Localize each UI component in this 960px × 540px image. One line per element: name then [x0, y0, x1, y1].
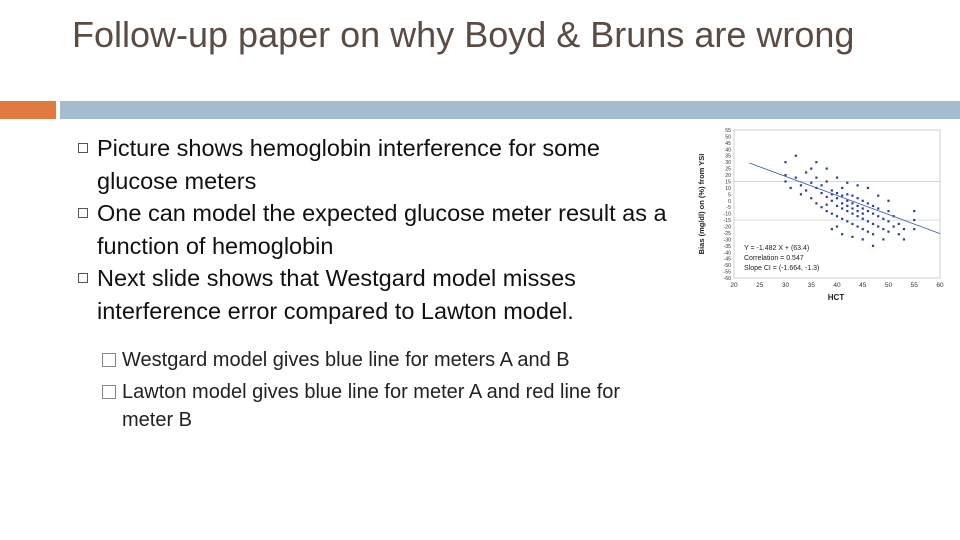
- sub-bullet-text: Westgard model gives blue line for meters A and B: [122, 349, 570, 371]
- data-point: [857, 205, 859, 207]
- x-tick-label: 55: [910, 282, 918, 289]
- x-tick-label: 30: [781, 282, 790, 289]
- data-point: [846, 182, 848, 184]
- data-point: [836, 192, 838, 194]
- bullet-text: One can model the expected glucose meter result as a function of hemoglobin: [97, 200, 667, 259]
- data-point: [867, 231, 869, 233]
- x-axis-label: HCT: [827, 293, 845, 302]
- data-point: [857, 215, 859, 217]
- data-point: [841, 187, 843, 189]
- y-tick-label: 0: [728, 198, 731, 205]
- regression-equation-label: Y = -1.482 X + (63.4): [744, 245, 810, 252]
- y-tick-label: -60: [723, 276, 731, 282]
- y-tick-label: 45: [725, 140, 731, 147]
- square-bullet-icon: [102, 353, 116, 367]
- data-point: [862, 218, 864, 220]
- square-bullet-icon: [102, 385, 116, 399]
- data-point: [887, 220, 889, 222]
- y-tick-label: 15: [725, 179, 731, 186]
- hemoglobin-bias-scatter-chart: [694, 124, 946, 304]
- data-point: [784, 161, 786, 163]
- data-point: [872, 213, 874, 215]
- x-tick-label: 20: [730, 282, 738, 289]
- data-point: [831, 189, 833, 191]
- data-point: [857, 197, 859, 199]
- data-point: [851, 223, 853, 225]
- data-point: [903, 228, 905, 230]
- correlation-label: Correlation = 0.547: [744, 255, 804, 262]
- data-point: [826, 210, 828, 212]
- y-tick-label: 10: [725, 185, 731, 192]
- data-point: [836, 215, 838, 217]
- data-point: [887, 231, 889, 233]
- data-point: [872, 205, 874, 207]
- square-bullet-icon: [78, 273, 88, 283]
- y-tick-label: 20: [725, 173, 731, 180]
- data-point: [846, 220, 848, 222]
- y-tick-label: 55: [725, 128, 731, 134]
- data-point: [841, 195, 843, 197]
- y-tick-label: 25: [725, 166, 731, 173]
- y-tick-label: -40: [723, 250, 731, 257]
- data-point: [882, 228, 884, 230]
- data-point: [805, 189, 807, 191]
- data-point: [898, 233, 900, 235]
- data-point: [867, 202, 869, 204]
- data-point: [851, 213, 853, 215]
- x-tick-label: 45: [859, 282, 867, 289]
- data-point: [893, 225, 895, 227]
- data-point: [877, 195, 879, 197]
- data-point: [851, 207, 853, 209]
- data-point: [784, 180, 786, 182]
- data-point: [841, 207, 843, 209]
- data-point: [841, 233, 843, 235]
- data-point: [887, 210, 889, 212]
- y-axis-label: Bias (mg/dl) on (%) from YSI: [697, 153, 706, 255]
- data-point: [887, 200, 889, 202]
- data-point: [836, 225, 838, 227]
- data-point: [877, 215, 879, 217]
- y-tick-label: 30: [725, 160, 731, 167]
- data-point: [898, 223, 900, 225]
- data-point: [815, 161, 817, 163]
- data-point: [820, 192, 822, 194]
- data-point: [872, 233, 874, 235]
- data-point: [857, 184, 859, 186]
- data-point: [872, 223, 874, 225]
- data-point: [795, 177, 797, 179]
- bullet-item: [72, 132, 682, 197]
- sub-bullet-item: [100, 378, 660, 434]
- data-point: [851, 195, 853, 197]
- data-point: [841, 218, 843, 220]
- data-point: [795, 155, 797, 157]
- bullet-text: Picture shows hemoglobin interference for some glucose meters: [97, 135, 600, 194]
- y-tick-label: 50: [725, 134, 731, 141]
- sub-bullet-item: [100, 346, 660, 374]
- bullet-list: [72, 132, 682, 327]
- data-point: [820, 206, 822, 208]
- x-tick-label: 40: [833, 282, 841, 289]
- data-point: [862, 228, 864, 230]
- data-point: [857, 225, 859, 227]
- data-point: [867, 210, 869, 212]
- x-tick-label: 25: [756, 282, 764, 289]
- title-accent-bar-blue: [60, 101, 960, 119]
- y-tick-label: -55: [723, 269, 731, 276]
- data-point: [846, 200, 848, 202]
- y-tick-label: 5: [728, 192, 731, 199]
- x-tick-label: 50: [884, 282, 893, 289]
- data-point: [857, 210, 859, 212]
- data-point: [836, 177, 838, 179]
- data-point: [851, 236, 853, 238]
- bullet-item: [72, 197, 682, 262]
- data-point: [831, 200, 833, 202]
- data-point: [841, 202, 843, 204]
- bullet-item: [72, 262, 682, 327]
- y-tick-label: 35: [725, 153, 731, 160]
- data-point: [790, 187, 792, 189]
- x-tick-label: 60: [936, 282, 944, 289]
- data-point: [836, 205, 838, 207]
- sub-bullet-text: Lawton model gives blue line for meter A and red line for meter B: [122, 381, 621, 431]
- y-tick-label: -5: [726, 205, 731, 212]
- data-point: [836, 197, 838, 199]
- data-point: [831, 228, 833, 230]
- data-point: [815, 177, 817, 179]
- data-point: [805, 171, 807, 173]
- y-tick-label: -20: [723, 224, 731, 231]
- data-point: [846, 205, 848, 207]
- data-point: [810, 197, 812, 199]
- data-point: [800, 184, 802, 186]
- y-tick-label: -50: [723, 263, 731, 270]
- data-point: [820, 184, 822, 186]
- data-point: [872, 245, 874, 247]
- data-point: [846, 210, 848, 212]
- title-accent-bar-orange: [0, 101, 56, 119]
- data-point: [826, 180, 828, 182]
- data-point: [882, 218, 884, 220]
- data-point: [913, 219, 915, 221]
- y-tick-label: -10: [723, 211, 731, 218]
- x-tick-label: 35: [807, 282, 815, 289]
- data-point: [867, 220, 869, 222]
- y-tick-label: -35: [723, 243, 731, 250]
- data-point: [826, 196, 828, 198]
- data-point: [867, 187, 869, 189]
- data-point: [826, 204, 828, 206]
- data-point: [862, 238, 864, 240]
- data-point: [810, 182, 812, 184]
- data-point: [913, 210, 915, 212]
- data-point: [826, 168, 828, 170]
- data-point: [903, 238, 905, 240]
- data-point: [877, 225, 879, 227]
- data-point: [815, 202, 817, 204]
- data-point: [877, 207, 879, 209]
- y-tick-label: -15: [723, 218, 731, 225]
- y-tick-label: -25: [723, 230, 731, 237]
- chart-svg: [694, 124, 946, 304]
- data-point: [862, 207, 864, 209]
- bullet-text: Next slide shows that Westgard model misses interference error compared to Lawton model.: [97, 265, 576, 324]
- data-point: [800, 193, 802, 195]
- slide-title: Follow-up paper on why Boyd & Bruns are wrong: [72, 14, 855, 55]
- y-tick-label: -45: [723, 256, 731, 263]
- data-point: [831, 213, 833, 215]
- y-tick-label: 40: [725, 147, 731, 154]
- data-point: [851, 202, 853, 204]
- data-point: [846, 193, 848, 195]
- slope-ci-label: Slope CI = (-1.664, -1.3): [744, 265, 820, 272]
- square-bullet-icon: [78, 208, 88, 218]
- sub-bullet-list: [100, 346, 660, 438]
- data-point: [913, 228, 915, 230]
- square-bullet-icon: [78, 143, 88, 153]
- data-point: [862, 213, 864, 215]
- data-point: [810, 168, 812, 170]
- y-tick-label: -30: [723, 237, 731, 244]
- data-point: [882, 238, 884, 240]
- data-point: [862, 200, 864, 202]
